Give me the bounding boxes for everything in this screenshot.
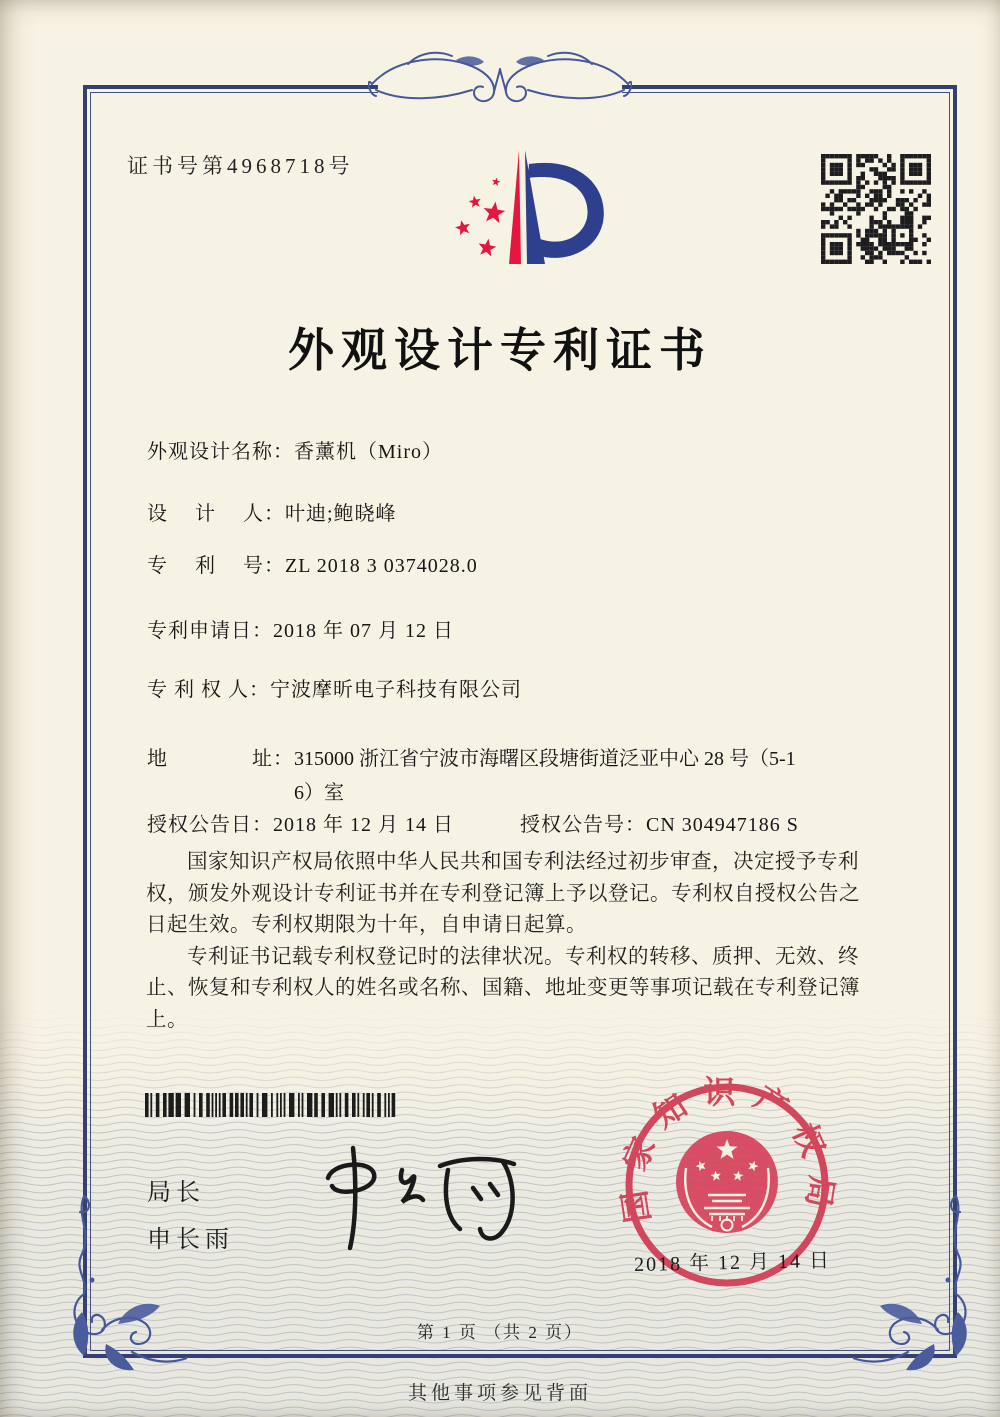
legal-text bbox=[146, 847, 878, 1036]
field-row-address bbox=[147, 742, 907, 810]
certificate-number: 证书号第4968718号 bbox=[127, 154, 354, 178]
field-label: 授权公告号： bbox=[520, 814, 646, 836]
field-row-patentee bbox=[147, 673, 907, 702]
page-title: 外观设计专利证书 bbox=[288, 325, 712, 376]
back-note: 其他事项参见背面 bbox=[407, 1383, 592, 1404]
field-row-application-date bbox=[147, 614, 907, 643]
field-value: 2018 年 07 月 12 日 bbox=[273, 620, 454, 642]
field-row-patent-number bbox=[147, 549, 907, 578]
field-value: 香薰机（Miro） bbox=[294, 441, 443, 463]
field-value: 2018 年 12 月 14 日 bbox=[273, 814, 454, 836]
field-value-line1: 315000 浙江省宁波市海曙区段塘街道泛亚中心 28 号（5-1 bbox=[294, 748, 796, 770]
cnipa-logo-icon bbox=[423, 140, 618, 292]
field-value: ZL 2018 3 0374028.0 bbox=[285, 555, 478, 577]
field-label: 外观设计名称： bbox=[147, 441, 294, 463]
seal-date: 2018 年 12 月 14 日 bbox=[633, 1249, 832, 1277]
signer-title: 局长 bbox=[147, 1179, 205, 1206]
field-value-line2: 6）室 bbox=[294, 782, 344, 804]
field-label: 授权公告日： bbox=[147, 814, 273, 836]
field-row-grant bbox=[147, 808, 907, 837]
field-value: CN 304947186 S bbox=[646, 814, 799, 836]
handwritten-signature-icon bbox=[298, 1136, 538, 1256]
field-value: 宁波摩昕电子科技有限公司 bbox=[270, 679, 522, 701]
corner-flourish-left-icon bbox=[62, 1192, 187, 1382]
body-paragraph-2: 专利证书记载专利权登记时的法律状况。专利权的转移、质押、无效、终止、恢复和专利权人的姓名或名称、国籍、地址变更等事项记载在专利登记簿上。 bbox=[146, 945, 860, 1031]
top-scroll-ornament-icon bbox=[368, 48, 632, 106]
field-value: 叶迪;鲍晓峰 bbox=[285, 503, 397, 525]
field-label: 专 利 权 人： bbox=[147, 679, 270, 701]
signer-name: 申长雨 bbox=[147, 1226, 234, 1253]
field-label: 专利申请日： bbox=[147, 620, 273, 642]
body-paragraph-1: 国家知识产权局依照中华人民共和国专利法经过初步审查，决定授予专利权，颁发外观设计专利证书并在专利登记簿上予以登记。专利权自授权公告之日起生效。专利权期限为十年，自申请日起算。 bbox=[146, 851, 860, 936]
corner-flourish-right-icon bbox=[853, 1192, 978, 1382]
field-label: 专 利 号： bbox=[147, 555, 285, 577]
field-label: 地 址： bbox=[147, 748, 294, 770]
national-emblem-icon bbox=[676, 1131, 778, 1233]
field-label: 设 计 人： bbox=[147, 503, 285, 525]
field-row-design-name bbox=[147, 435, 907, 464]
barcode-icon bbox=[145, 1093, 401, 1117]
seal-ring-text: 国家知识产权局 bbox=[613, 1074, 841, 1226]
qr-code-icon bbox=[821, 154, 931, 264]
page-number: 第 1 页 （共 2 页） bbox=[416, 1323, 584, 1342]
field-row-designer bbox=[147, 497, 907, 526]
